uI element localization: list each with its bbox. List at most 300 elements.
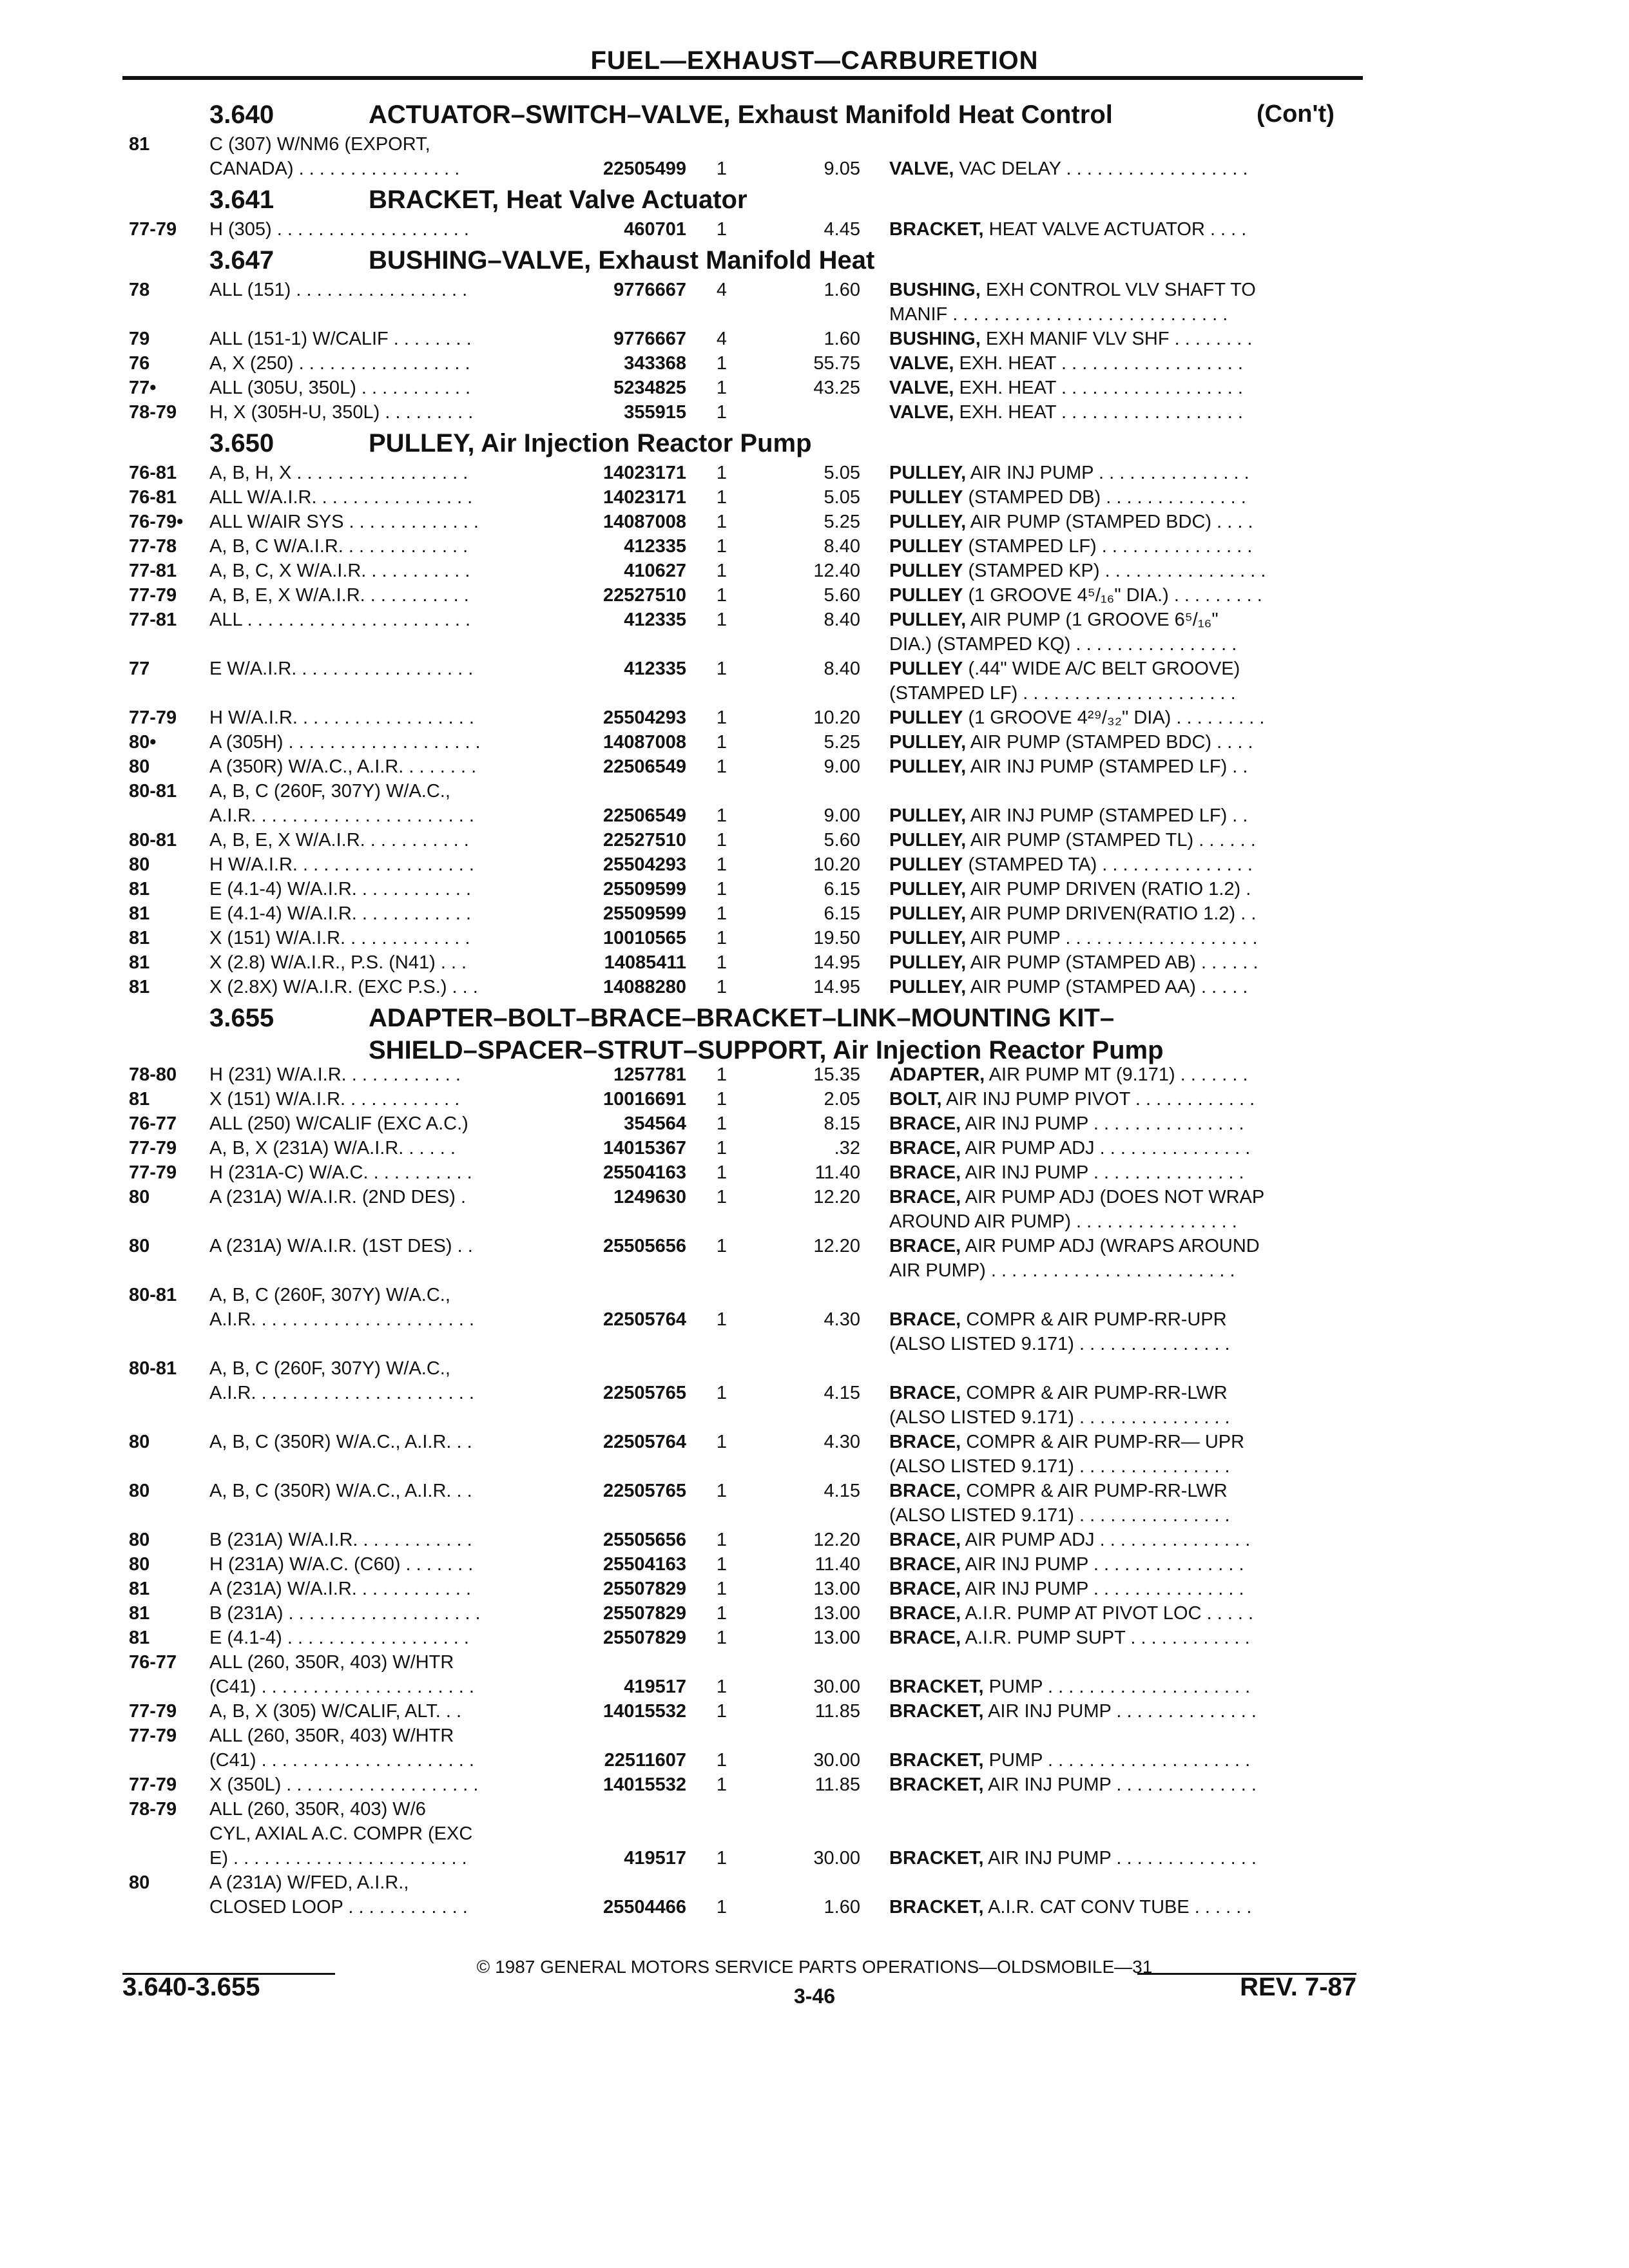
description-text: AIR PUMP (1 GROOVE 6⁵/₁₆": [966, 610, 1219, 630]
description-noun: BOLT,: [889, 1089, 942, 1110]
model-years: 80•: [129, 732, 157, 753]
description-text: (STAMPED LF) . . . . . . . . . . . . . . .: [963, 536, 1253, 557]
application: E) . . . . . . . . . . . . . . . . . . . . . . .: [209, 1848, 467, 1869]
part-number: 5234825: [613, 378, 686, 398]
application: ALL (260, 350R, 403) W/HTR: [209, 1652, 454, 1673]
description: [889, 1897, 1353, 1918]
description-noun: PULLEY,: [889, 463, 967, 483]
quantity: 1: [716, 952, 728, 973]
description-text: AIR PUMP (STAMPED BDC) . . . .: [966, 732, 1253, 753]
description-text: AIR PUMP . . . . . . . . . . . . . . . . . . .: [966, 928, 1258, 948]
parts-row: [0, 1626, 1629, 1651]
part-number: 22505499: [602, 159, 686, 179]
part-number: 9776667: [613, 329, 686, 349]
quantity: 1: [716, 159, 728, 179]
part-number: 22511607: [604, 1750, 686, 1771]
section-number: 3.655: [209, 1004, 275, 1032]
part-number: 354564: [624, 1113, 686, 1134]
description-noun: BRACE,: [889, 1162, 961, 1183]
description-text: AIR INJ PUMP . . . . . . . . . . . . . .: [983, 1774, 1257, 1795]
price: 12.20: [813, 1236, 860, 1256]
model-years: 81: [129, 903, 150, 924]
parts-row: [0, 878, 1629, 902]
description-noun: PULLEY,: [889, 732, 967, 753]
description-text: COMPR & AIR PUMP-RR-LWR: [961, 1481, 1228, 1501]
description-text: EXH. HEAT . . . . . . . . . . . . . . . . . .: [954, 378, 1243, 398]
model-years: 76-81: [129, 487, 177, 508]
model-years: 77-79: [129, 585, 177, 606]
quantity: 1: [716, 487, 728, 508]
description: [889, 512, 1353, 533]
description-text: (1 GROOVE 4⁵/₁₆" DIA.) . . . . . . . . .: [963, 585, 1262, 606]
description-noun: VALVE,: [889, 159, 954, 179]
description: [889, 928, 1353, 949]
description-text: (ALSO LISTED 9.171) . . . . . . . . . . . . . . .: [889, 1407, 1230, 1428]
parts-row: [0, 853, 1629, 878]
part-number: 25507829: [602, 1628, 686, 1648]
parts-row: [0, 682, 1629, 706]
description-noun: BUSHING,: [889, 280, 981, 300]
description-noun: BRACE,: [889, 1603, 961, 1624]
description: [889, 658, 1353, 680]
price: 1.60: [824, 280, 860, 300]
part-number: 25504163: [602, 1554, 686, 1575]
part-number: 25504293: [602, 854, 686, 875]
description-text: VAC DELAY . . . . . . . . . . . . . . . . . .: [954, 159, 1248, 179]
page-number: 3-46: [793, 1984, 836, 2008]
application: A, X (250) . . . . . . . . . . . . . . . . .: [209, 353, 470, 374]
price: 4.45: [824, 219, 860, 240]
description: [889, 329, 1353, 350]
application: X (151) W/A.I.R. . . . . . . . . . . . .: [209, 928, 470, 948]
price: 10.20: [813, 854, 860, 875]
description-noun: PULLEY: [889, 854, 963, 875]
description: [889, 159, 1353, 180]
description: [889, 1187, 1353, 1208]
price: 43.25: [813, 378, 860, 398]
description: [889, 1309, 1353, 1331]
description-noun: PULLEY,: [889, 830, 967, 850]
description-noun: BRACE,: [889, 1113, 961, 1134]
application: (C41) . . . . . . . . . . . . . . . . . . . . .: [209, 1677, 474, 1697]
part-number: 25505656: [602, 1530, 686, 1550]
part-number: 25504293: [602, 707, 686, 728]
part-number: 412335: [624, 658, 686, 679]
model-years: 80: [129, 1187, 150, 1207]
quantity: 1: [716, 1603, 728, 1624]
parts-row: [0, 975, 1629, 1000]
price: 9.00: [824, 756, 860, 777]
application: H (231A-C) W/A.C. . . . . . . . . . .: [209, 1162, 472, 1183]
model-years: 78: [129, 280, 150, 300]
application: H (231A) W/A.C. (C60) . . . . . . .: [209, 1554, 474, 1575]
description-text: AIR PUMP (STAMPED AA) . . . . .: [966, 977, 1248, 997]
description-noun: BRACKET,: [889, 1750, 984, 1771]
part-number: 10010565: [602, 928, 686, 948]
parts-row: [0, 1455, 1629, 1479]
application: A, B, C (260F, 307Y) W/A.C.,: [209, 1285, 450, 1305]
description-noun: VALVE,: [889, 402, 954, 423]
model-years: 80-81: [129, 1358, 177, 1379]
model-years: 81: [129, 952, 150, 973]
part-number: 22505764: [602, 1309, 686, 1330]
parts-row: [0, 559, 1629, 584]
description: [889, 561, 1353, 582]
application: ALL (151) . . . . . . . . . . . . . . . . .: [209, 280, 468, 300]
price: 11.40: [815, 1162, 860, 1183]
description-noun: ADAPTER,: [889, 1064, 985, 1085]
price: 4.30: [824, 1309, 860, 1330]
application: ALL (305U, 350L) . . . . . . . . . . .: [209, 378, 471, 398]
description: [889, 1579, 1353, 1600]
part-number: 343368: [624, 353, 686, 374]
parts-row: [0, 133, 1629, 157]
quantity: 1: [716, 1138, 728, 1158]
section-title: PULLEY, Air Injection Reactor Pump: [369, 429, 812, 457]
description-text: AIR PUMP ADJ . . . . . . . . . . . . . . .: [961, 1530, 1251, 1550]
price: 5.25: [824, 732, 860, 753]
section-heading: [0, 1000, 1629, 1036]
price: 12.20: [813, 1187, 860, 1207]
model-years: 80-81: [129, 1285, 177, 1305]
model-years: 76-77: [129, 1113, 177, 1134]
part-number: 419517: [624, 1848, 686, 1869]
model-years: 77-78: [129, 536, 177, 557]
quantity: 1: [716, 1554, 728, 1575]
description-noun: BRACE,: [889, 1481, 961, 1501]
price: 13.00: [813, 1603, 860, 1624]
application: A (350R) W/A.C., A.I.R. . . . . . . .: [209, 756, 477, 777]
quantity: 4: [716, 329, 728, 349]
description: [889, 634, 1353, 655]
model-years: 76: [129, 353, 150, 374]
parts-row: [0, 303, 1629, 327]
description-noun: BUSHING,: [889, 329, 981, 349]
model-years: 80: [129, 1530, 150, 1550]
part-number: 25509599: [602, 903, 686, 924]
model-years: 80: [129, 756, 150, 777]
parts-row: [0, 951, 1629, 975]
parts-row: [0, 1528, 1629, 1553]
description: [889, 1505, 1353, 1526]
price: 9.00: [824, 805, 860, 826]
description: [889, 756, 1353, 778]
description: [889, 280, 1353, 301]
application: H (231) W/A.I.R. . . . . . . . . . . .: [209, 1064, 461, 1085]
section-number: 3.650: [209, 429, 275, 457]
part-number: 14085411: [604, 952, 686, 973]
quantity: 1: [716, 1236, 728, 1256]
application: ALL (250) W/CALIF (EXC A.C.): [209, 1113, 468, 1134]
price: 30.00: [813, 1750, 860, 1771]
application: X (2.8X) W/A.I.R. (EXC P.S.) . . .: [209, 977, 478, 997]
quantity: 1: [716, 830, 728, 850]
quantity: 1: [716, 805, 728, 826]
description-noun: PULLEY,: [889, 977, 967, 997]
description-text: AIR PUMP DRIVEN(RATIO 1.2) . .: [966, 903, 1257, 924]
description-text: AROUND AIR PUMP) . . . . . . . . . . . . . . . .: [889, 1211, 1237, 1232]
description: [889, 1530, 1353, 1551]
description: [889, 353, 1353, 374]
model-years: 80: [129, 1872, 150, 1893]
description: [889, 1456, 1353, 1477]
quantity: 1: [716, 1113, 728, 1134]
price: 8.40: [824, 658, 860, 679]
application: E (4.1-4) W/A.I.R. . . . . . . . . . . .: [209, 903, 472, 924]
description-noun: BRACE,: [889, 1530, 961, 1550]
description-text: AIR PUMP (STAMPED AB) . . . . . .: [966, 952, 1258, 973]
price: 8.15: [824, 1113, 860, 1134]
part-number: 14087008: [602, 732, 686, 753]
description-text: (STAMPED KP) . . . . . . . . . . . . . . . .: [963, 561, 1266, 581]
description: [889, 1481, 1353, 1502]
parts-row: [0, 1798, 1629, 1822]
model-years: 80: [129, 1432, 150, 1452]
parts-row: [0, 584, 1629, 608]
description: [889, 304, 1353, 325]
parts-row: [0, 535, 1629, 559]
part-number: 22505764: [602, 1432, 686, 1452]
section-title: BUSHING–VALVE, Exhaust Manifold Heat: [369, 246, 875, 274]
description-text: AIR PUMP (STAMPED TL) . . . . . .: [966, 830, 1256, 850]
section-title: ADAPTER–BOLT–BRACE–BRACKET–LINK–MOUNTING KIT–: [369, 1004, 1115, 1032]
application: ALL (260, 350R, 403) W/HTR: [209, 1725, 454, 1746]
application: H (305) . . . . . . . . . . . . . . . . . . .: [209, 219, 469, 240]
description-noun: PULLEY,: [889, 805, 967, 826]
model-years: 77-79: [129, 1725, 177, 1746]
model-years: 77•: [129, 378, 157, 398]
description-noun: BRACE,: [889, 1432, 961, 1452]
description: [889, 1554, 1353, 1575]
application: C (307) W/NM6 (EXPORT,: [209, 134, 430, 155]
application: CYL, AXIAL A.C. COMPR (EXC: [209, 1823, 473, 1844]
quantity: 1: [716, 512, 728, 532]
description: [889, 610, 1353, 631]
model-years: 77-79: [129, 1162, 177, 1183]
part-number: 22505765: [602, 1383, 686, 1403]
description-noun: PULLEY,: [889, 512, 967, 532]
description-text: A.I.R. PUMP SUPT . . . . . . . . . . . .: [961, 1628, 1250, 1648]
part-number: 25505656: [602, 1236, 686, 1256]
description: [889, 378, 1353, 399]
description-text: EXH CONTROL VLV SHAFT TO: [980, 280, 1256, 300]
part-number: 22527510: [602, 830, 686, 850]
parts-row: [0, 1675, 1629, 1700]
section-heading: [0, 425, 1629, 461]
application: A, B, C, X W/A.I.R. . . . . . . . . . .: [209, 561, 470, 581]
description: [889, 683, 1353, 704]
description-text: AIR PUMP DRIVEN (RATIO 1.2) .: [966, 879, 1251, 899]
description-noun: BRACE,: [889, 1236, 961, 1256]
quantity: 1: [716, 977, 728, 997]
model-years: 81: [129, 928, 150, 948]
parts-row: [0, 731, 1629, 755]
part-number: 22506549: [602, 756, 686, 777]
revision-label: REV. 7-87: [1240, 1973, 1356, 2001]
description-text: AIR PUMP ADJ . . . . . . . . . . . . . . .: [961, 1138, 1251, 1158]
model-years: 81: [129, 1628, 150, 1648]
quantity: 1: [716, 561, 728, 581]
description-text: AIR PUMP ADJ (DOES NOT WRAP: [961, 1187, 1265, 1207]
parts-row: [0, 461, 1629, 486]
parts-row: [0, 1186, 1629, 1210]
description: [889, 707, 1353, 729]
model-years: 76-77: [129, 1652, 177, 1673]
description-text: COMPR & AIR PUMP-RR— UPR: [961, 1432, 1245, 1452]
application: CANADA) . . . . . . . . . . . . . . . .: [209, 159, 460, 179]
description-text: COMPR & AIR PUMP-RR-LWR: [961, 1383, 1228, 1403]
description-text: AIR INJ PUMP . . . . . . . . . . . . . . .: [961, 1162, 1244, 1183]
description: [889, 1603, 1353, 1624]
application: A, B, C W/A.I.R. . . . . . . . . . . . .: [209, 536, 468, 557]
parts-row: [0, 1847, 1629, 1871]
parts-row: [0, 327, 1629, 352]
parts-row: [0, 1088, 1629, 1112]
application: A, B, E, X W/A.I.R. . . . . . . . . . .: [209, 830, 469, 850]
model-years: 78-80: [129, 1064, 177, 1085]
description-noun: PULLEY: [889, 585, 963, 606]
price: 55.75: [813, 353, 860, 374]
parts-row: [0, 1749, 1629, 1773]
application: A (231A) W/FED, A.I.R.,: [209, 1872, 409, 1893]
quantity: 1: [716, 928, 728, 948]
quantity: 1: [716, 536, 728, 557]
description-text: (STAMPED TA) . . . . . . . . . . . . . . .: [963, 854, 1253, 875]
price: 30.00: [813, 1677, 860, 1697]
quantity: 1: [716, 1481, 728, 1501]
description: [889, 219, 1353, 240]
parts-row: [0, 1259, 1629, 1283]
description: [889, 1138, 1353, 1159]
price: 12.20: [813, 1530, 860, 1550]
model-years: 81: [129, 1603, 150, 1624]
application: X (151) W/A.I.R. . . . . . . . . . . .: [209, 1089, 460, 1110]
model-years: 81: [129, 977, 150, 997]
price: 6.15: [824, 879, 860, 899]
application: ALL W/AIR SYS . . . . . . . . . . . . .: [209, 512, 479, 532]
price: 8.40: [824, 536, 860, 557]
quantity: 1: [716, 756, 728, 777]
parts-row: [0, 218, 1629, 242]
description-text: PUMP . . . . . . . . . . . . . . . . . . . .: [983, 1677, 1251, 1697]
description: [889, 879, 1353, 900]
application: H W/A.I.R. . . . . . . . . . . . . . . . . .: [209, 854, 474, 875]
price: 4.15: [824, 1383, 860, 1403]
description-text: (ALSO LISTED 9.171) . . . . . . . . . . . . . . .: [889, 1456, 1230, 1477]
part-number: 412335: [624, 610, 686, 630]
page-title: FUEL—EXHAUST—CARBURETION: [590, 46, 1039, 75]
part-number: 22506549: [602, 805, 686, 826]
model-years: 80: [129, 1554, 150, 1575]
application: A.I.R. . . . . . . . . . . . . . . . . . . . . .: [209, 805, 474, 826]
application: A, B, C (350R) W/A.C., A.I.R. . .: [209, 1481, 472, 1501]
description-text: AIR INJ PUMP . . . . . . . . . . . . . .: [983, 1701, 1257, 1722]
application: E W/A.I.R. . . . . . . . . . . . . . . . . .: [209, 658, 474, 679]
price: 11.85: [815, 1701, 860, 1722]
part-number: 460701: [624, 219, 686, 240]
quantity: 1: [716, 1628, 728, 1648]
part-number: 14023171: [602, 463, 686, 483]
application: B (231A) W/A.I.R. . . . . . . . . . . .: [209, 1530, 472, 1550]
quantity: 1: [716, 1187, 728, 1207]
parts-row: [0, 1430, 1629, 1455]
model-years: 81: [129, 134, 150, 155]
model-years: 81: [129, 1089, 150, 1110]
quantity: 1: [716, 402, 728, 423]
parts-row: [0, 633, 1629, 657]
part-number: 14015532: [602, 1701, 686, 1722]
section-heading: [0, 97, 1629, 133]
parts-row: [0, 1504, 1629, 1528]
section-number: 3.640: [209, 101, 275, 129]
price: 13.00: [813, 1579, 860, 1599]
description-text: AIR PUMP) . . . . . . . . . . . . . . . . . . . . . . . .: [889, 1260, 1235, 1281]
part-number: 355915: [624, 402, 686, 423]
part-number: 9776667: [613, 280, 686, 300]
application: E (4.1-4) . . . . . . . . . . . . . . . . . .: [209, 1628, 469, 1648]
model-years: 81: [129, 1579, 150, 1599]
parts-row: [0, 1283, 1629, 1308]
quantity: 1: [716, 1064, 728, 1085]
parts-row: [0, 1161, 1629, 1186]
description: [889, 1628, 1353, 1649]
price: 10.20: [813, 707, 860, 728]
application: (C41) . . . . . . . . . . . . . . . . . . . . .: [209, 1750, 474, 1771]
description: [889, 1701, 1353, 1722]
price: 5.25: [824, 512, 860, 532]
application: A, B, X (305) W/CALIF, ALT. . .: [209, 1701, 462, 1722]
parts-row: [0, 1651, 1629, 1675]
model-years: 78-79: [129, 1799, 177, 1820]
quantity: 1: [716, 1309, 728, 1330]
model-years: 77-81: [129, 610, 177, 630]
application: A, B, C (350R) W/A.C., A.I.R. . .: [209, 1432, 472, 1452]
application: A, B, H, X . . . . . . . . . . . . . . . . .: [209, 463, 468, 483]
application: A (231A) W/A.I.R. . . . . . . . . . . .: [209, 1579, 472, 1599]
description-text: AIR INJ PUMP . . . . . . . . . . . . . . .: [961, 1579, 1244, 1599]
quantity: 1: [716, 658, 728, 679]
description-text: HEAT VALVE ACTUATOR . . . .: [983, 219, 1247, 240]
part-number: 14015532: [602, 1774, 686, 1795]
price: 5.60: [824, 830, 860, 850]
section-heading: [0, 1036, 1629, 1063]
description: [889, 463, 1353, 484]
copyright-notice: © 1987 GENERAL MOTORS SERVICE PARTS OPERATIONS—OLDSMOBILE—31: [476, 1957, 1153, 1977]
parts-row: [0, 1357, 1629, 1381]
part-number: 419517: [624, 1677, 686, 1697]
model-years: 77-79: [129, 1701, 177, 1722]
description-noun: BRACE,: [889, 1554, 961, 1575]
section-number: 3.647: [209, 246, 275, 274]
description-text: AIR INJ PUMP . . . . . . . . . . . . . . .: [966, 463, 1249, 483]
model-years: 80-81: [129, 781, 177, 802]
description-text: A.I.R. CAT CONV TUBE . . . . . .: [983, 1897, 1252, 1917]
description-text: AIR INJ PUMP (STAMPED LF) . .: [966, 805, 1248, 826]
parts-row: [0, 1063, 1629, 1088]
price: 2.05: [824, 1089, 860, 1110]
parts-row: [0, 927, 1629, 951]
application: A, B, E, X W/A.I.R. . . . . . . . . . .: [209, 585, 469, 606]
price: .32: [834, 1138, 860, 1158]
parts-row: [0, 1553, 1629, 1577]
quantity: 1: [716, 378, 728, 398]
description-noun: PULLEY,: [889, 879, 967, 899]
quantity: 1: [716, 610, 728, 630]
section-heading: [0, 242, 1629, 278]
description-noun: VALVE,: [889, 353, 954, 374]
parts-row: [0, 1112, 1629, 1137]
description-noun: BRACKET,: [889, 1701, 984, 1722]
